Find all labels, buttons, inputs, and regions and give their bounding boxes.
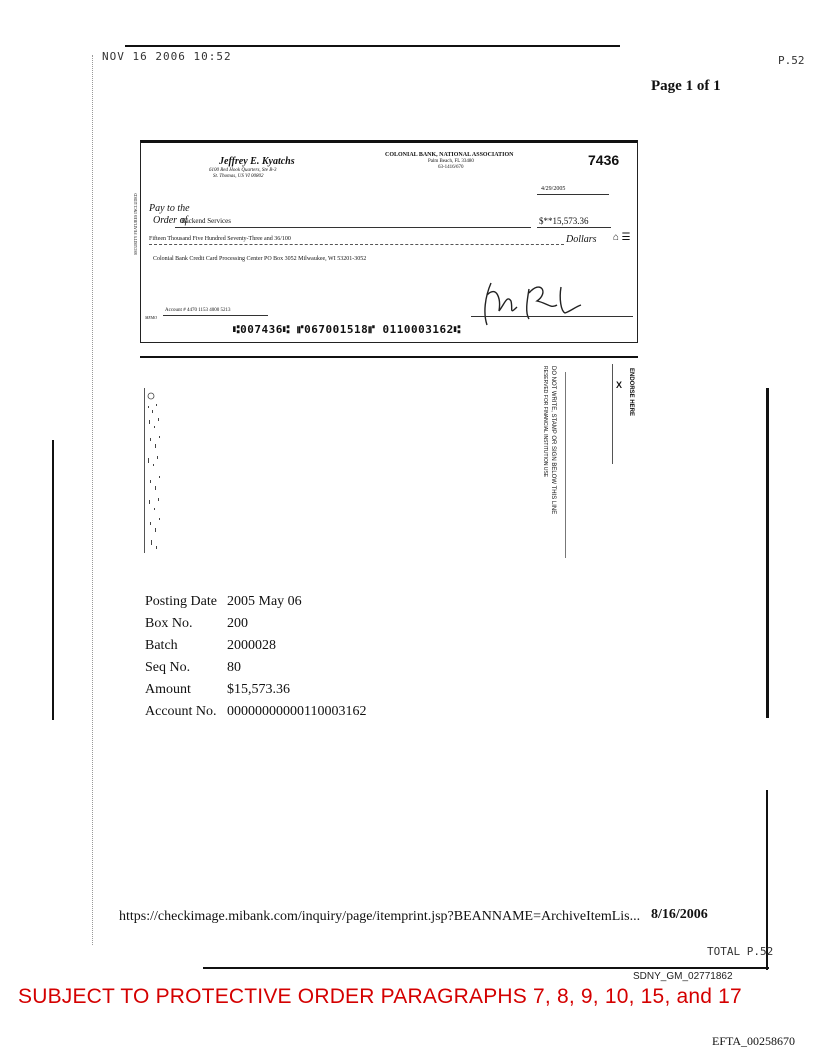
amount-words-line: [149, 244, 564, 245]
dollars-label: Dollars: [566, 234, 597, 245]
detail-value: 200: [227, 616, 248, 631]
check-date: 4/29/2005: [541, 186, 566, 192]
fax-page-number: P.52: [778, 54, 805, 67]
endorsement-instruction: DO NOT WRITE, STAMP OR SIGN BELOW THIS LINE: [550, 366, 556, 515]
endorsement-guide-line: [565, 372, 566, 558]
right-margin-bar: [766, 388, 769, 718]
endorsement-noise-icon: [145, 388, 167, 553]
micr-line: ⑆007436⑆ ⑈067001518⑈ 0110003162⑆: [233, 323, 461, 336]
amount-numeric: $**15,573.36: [539, 216, 589, 226]
print-date: 8/16/2006: [651, 907, 708, 922]
check-back-image: [140, 356, 638, 556]
endorse-here-label: ENDORSE HERE: [628, 368, 634, 417]
source-url: https://checkimage.mibank.com/inquiry/page/itemprint.jsp?BEANNAME=ArchiveItemLis...: [119, 909, 641, 924]
payer-name: Jeffrey E. Kyatchs: [219, 156, 295, 167]
detail-label: Batch: [145, 638, 178, 653]
fax-header: NOV 16 2006 10:52: [102, 50, 232, 63]
detail-value: 80: [227, 660, 241, 675]
detail-row-amount: [145, 679, 366, 701]
detail-label: Seq No.: [145, 660, 191, 675]
bank-routing-fraction: 63-1416/670: [438, 165, 464, 170]
endorsement-border: [612, 364, 613, 464]
payee-line: [175, 227, 531, 228]
endorse-x-mark: X: [616, 380, 623, 390]
date-line: [537, 194, 609, 195]
detail-row-batch: [145, 635, 366, 657]
posting-details: [145, 591, 366, 723]
detail-value: 2005 May 06: [227, 594, 302, 609]
bank-name: COLONIAL BANK, NATIONAL ASSOCIATION: [385, 152, 514, 158]
payee-name: Backend Services: [181, 217, 231, 225]
page-of-label: Page 1 of 1: [651, 78, 721, 94]
detail-value: 2000028: [227, 638, 276, 653]
bank-city: Palm Beach, FL 33480: [428, 159, 474, 164]
detail-value: 00000000000110003162: [227, 704, 367, 719]
endorsement-instruction-2: RESERVED FOR FINANCIAL INSTITUTION USE: [542, 366, 548, 478]
pay-to-label: Pay to the: [149, 203, 190, 214]
detail-label: Box No.: [145, 616, 193, 631]
right-margin-bar-lower: [766, 790, 768, 970]
detail-row-seq-no: [145, 657, 366, 679]
memo-label: MEMO: [145, 315, 157, 320]
detail-row-account-no: [145, 701, 366, 723]
payee-bank-address: Colonial Bank Credit Card Processing Center PO Box 3052 Milwaukee, WI 53201-3052: [153, 256, 367, 262]
security-lock-icon: ⌂ ☰: [613, 232, 631, 243]
check-front-image: [133, 140, 638, 343]
detail-row-posting-date: [145, 591, 366, 613]
protective-order-notice: SUBJECT TO PROTECTIVE ORDER PARAGRAPHS 7, 8, 9, 10, 15, and 17: [18, 985, 742, 1008]
memo-line: [163, 315, 268, 316]
fax-top-rule: [125, 45, 620, 47]
account-reference: Account # 4470 1153 4000 5213: [165, 308, 231, 313]
detail-value: $15,573.36: [227, 682, 290, 697]
bank-endorsement-stamp: [144, 388, 166, 553]
left-margin-bar: [52, 440, 54, 720]
check-number: 7436: [588, 152, 620, 168]
payer-address-line-1: 6100 Red Hook Quarters, Ste B-3: [209, 168, 277, 173]
efta-number: EFTA_00258670: [712, 1034, 796, 1048]
fax-total-pages: TOTAL P.52: [707, 945, 774, 958]
detail-label: Amount: [145, 682, 191, 697]
detail-label: Account No.: [145, 704, 217, 719]
bates-number: SDNY_GM_02771862: [633, 971, 733, 982]
amount-line: [537, 227, 611, 228]
signature-icon: [471, 265, 591, 329]
fax-bottom-rule: [203, 967, 769, 969]
detail-row-box-no: [145, 613, 366, 635]
security-features-text: SECURITY FEATURES INCLUDED: [133, 193, 138, 255]
detail-label: Posting Date: [145, 594, 217, 609]
left-edge-noise: [92, 55, 98, 945]
payer-address-line-2: St. Thomas, US VI 00802: [213, 174, 264, 179]
order-of-label: Order of: [153, 215, 188, 226]
amount-words: Fifteen Thousand Five Hundred Seventy-Three and 36/100: [149, 236, 291, 242]
signature-line: [471, 316, 633, 317]
